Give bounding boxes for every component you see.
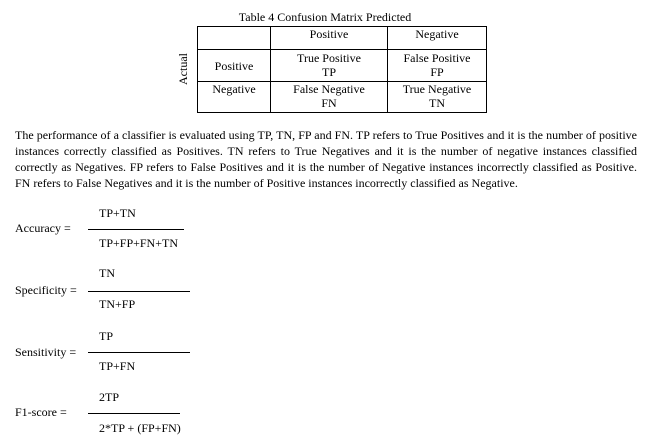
accuracy-label: Accuracy = (15, 221, 71, 235)
cell-false-negative (271, 82, 388, 113)
specificity-fraction-bar (88, 291, 190, 292)
table-header-row (198, 27, 487, 50)
accuracy-fraction-bar (88, 229, 184, 230)
col-header-positive: Positive (271, 27, 388, 50)
cell-true-positive (271, 50, 388, 82)
f1-label: F1-score = (15, 405, 67, 419)
cell-true-positive-label: True Positive (297, 51, 361, 65)
sensitivity-fraction-bar (88, 352, 190, 353)
specificity-numerator: TN (99, 266, 115, 280)
table-row-positive (198, 50, 487, 82)
table-row-negative (198, 82, 487, 113)
cell-true-negative-abbr: TN (429, 96, 445, 110)
row-header-positive: Positive (198, 50, 271, 82)
f1-fraction-bar (88, 413, 180, 414)
col-header-negative: Negative (388, 27, 487, 50)
body-paragraph: The performance of a classifier is evaluated using TP, TN, FP and FN. TP refers to True Positives and it is the number of positive instances correctly classified as Positives. TN refers to True Negatives and it is the number of negative instances classified correctly as Negatives. FP refers to False Positives and it is the number of Negative instances incorrectly classified as Positive. FN refers to False Negatives and it is the number of Positive instances incorrectly classified as Negative. (15, 128, 637, 190)
table-corner-cell (198, 27, 271, 50)
cell-false-negative-label: False Negative (293, 82, 365, 96)
table-caption: Table 4 Confusion Matrix Predicted (238, 10, 412, 24)
specificity-label: Specificity = (15, 283, 77, 297)
actual-axis-label: Actual (176, 53, 190, 85)
sensitivity-numerator: TP (99, 329, 114, 343)
row-header-negative: Negative (198, 82, 271, 113)
accuracy-numerator: TP+TN (99, 206, 136, 220)
cell-true-positive-abbr: TP (321, 65, 336, 79)
cell-true-negative-label: True Negative (402, 82, 472, 96)
cell-false-negative-abbr: FN (321, 96, 337, 110)
f1-numerator: 2TP (99, 390, 120, 404)
cell-false-positive-abbr: FP (430, 65, 444, 79)
confusion-matrix-table (197, 26, 487, 113)
sensitivity-label: Sensitivity = (15, 345, 77, 359)
cell-false-positive (388, 50, 487, 82)
sensitivity-denominator: TP+FN (99, 359, 136, 373)
accuracy-denominator: TP+FP+FN+TN (99, 236, 178, 250)
f1-denominator: 2*TP + (FP+FN) (99, 421, 181, 435)
specificity-denominator: TN+FP (99, 297, 136, 311)
cell-true-negative (388, 82, 487, 113)
cell-false-positive-label: False Positive (403, 51, 471, 65)
